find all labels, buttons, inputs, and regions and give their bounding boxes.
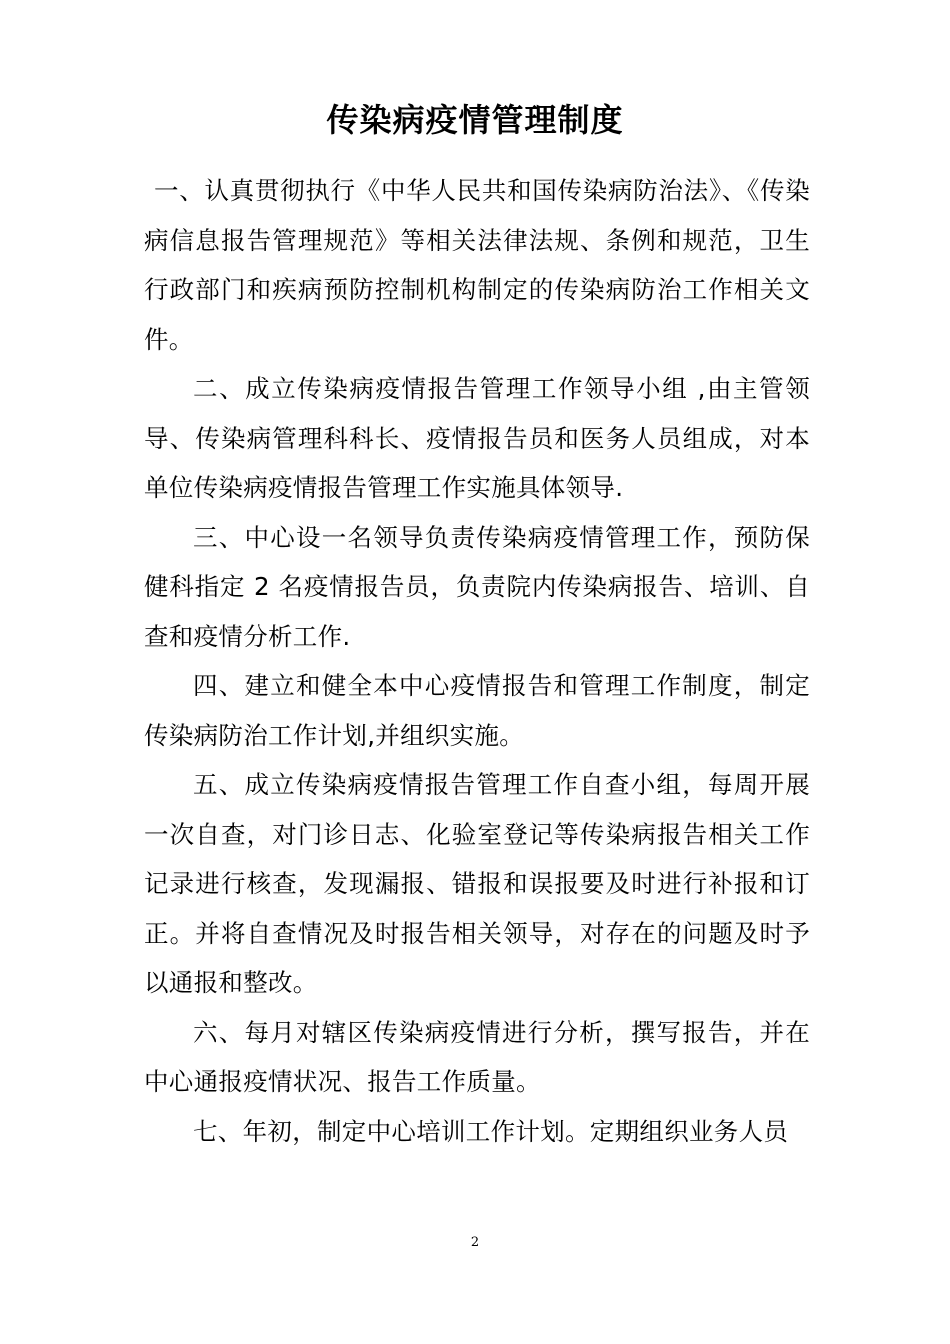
paragraph-5: 五、成立传染病疫情报告管理工作自查小组，每周开展一次自查，对门诊日志、化验室登记等传染病报告相关工作记录进行核查，发现漏报、错报和误报要及时进行补报和订正。并将自查情况及时报告相关领导，对存在的问题及时予以通报和整改。 xyxy=(144,770,810,997)
page-number: 2 xyxy=(470,1235,480,1250)
paragraph-4: 四、建立和健全本中心疫情报告和管理工作制度，制定传染病防治工作计划,并组织实施。 xyxy=(144,671,810,750)
paragraph-7: 七、年初，制定中心培训工作计划。定期组织业务人员 xyxy=(193,1116,789,1146)
document-body xyxy=(144,166,810,1156)
paragraph-3: 三、中心设一名领导负责传染病疫情管理工作，预防保健科指定 2 名疫情报告员，负责院内传染病报告、培训、自查和疫情分析工作. xyxy=(144,522,810,651)
document-title: 传染病疫情管理制度 xyxy=(326,101,624,139)
paragraph-1: 一、认真贯彻执行《中华人民共和国传染病防治法》、《传染病信息报告管理规范》等相关法律法规、条例和规范，卫生行政部门和疾病预防控制机构制定的传染病防治工作相关文件。 xyxy=(144,176,810,354)
paragraph-6: 六、每月对辖区传染病疫情进行分析，撰写报告，并在中心通报疫情状况、报告工作质量。 xyxy=(144,1017,810,1096)
paragraph-2: 二、成立传染病疫情报告管理工作领导小组 ,由主管领导、传染病管理科科长、疫情报告员和医务人员组成，对本单位传染病疫情报告管理工作实施具体领导. xyxy=(144,374,810,502)
